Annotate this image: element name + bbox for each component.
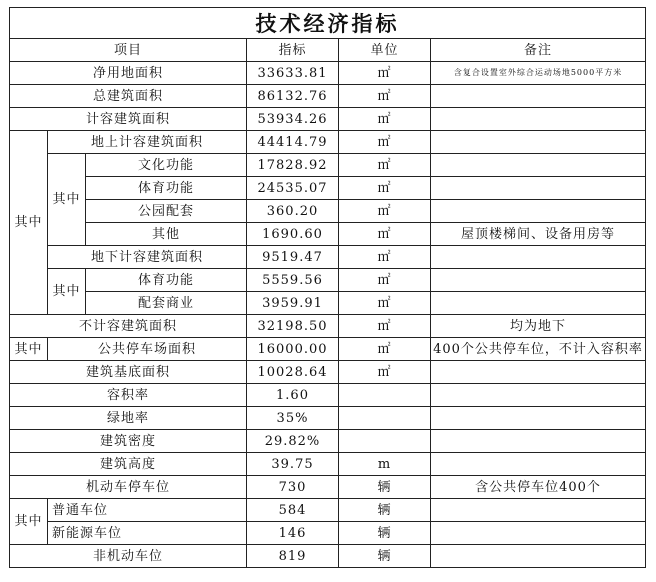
row-unit: ㎡ bbox=[339, 246, 431, 269]
row-note bbox=[431, 177, 646, 200]
row-unit: ㎡ bbox=[339, 200, 431, 223]
row-value: 10028.64 bbox=[247, 361, 339, 384]
row-unit: 辆 bbox=[339, 522, 431, 545]
row-label: 其他 bbox=[86, 223, 247, 246]
row-note bbox=[431, 384, 646, 407]
header-item: 项目 bbox=[10, 39, 247, 62]
row-value: 1690.60 bbox=[247, 223, 339, 246]
row-value: 39.75 bbox=[247, 453, 339, 476]
row-value: 584 bbox=[247, 499, 339, 522]
row-note bbox=[431, 545, 646, 568]
row-value: 24535.07 bbox=[247, 177, 339, 200]
row-label: 体育功能 bbox=[86, 269, 247, 292]
row-note bbox=[431, 407, 646, 430]
table-row bbox=[10, 292, 646, 315]
row-label: 建筑基底面积 bbox=[10, 361, 247, 384]
table-title: 技术经济指标 bbox=[10, 8, 646, 39]
row-unit: 辆 bbox=[339, 545, 431, 568]
row-label: 非机动车位 bbox=[10, 545, 247, 568]
table-row bbox=[10, 269, 646, 292]
table-row bbox=[10, 476, 646, 499]
row-value: 3959.91 bbox=[247, 292, 339, 315]
row-unit: ㎡ bbox=[339, 315, 431, 338]
row-note: 400个公共停车位，不计入容积率 bbox=[431, 338, 646, 361]
row-value: 33633.81 bbox=[247, 62, 339, 85]
tech-econ-table bbox=[9, 7, 646, 568]
table-row bbox=[10, 131, 646, 154]
row-note bbox=[431, 200, 646, 223]
table-row bbox=[10, 338, 646, 361]
row-value: 5559.56 bbox=[247, 269, 339, 292]
table-row bbox=[10, 200, 646, 223]
row-unit: ㎡ bbox=[339, 85, 431, 108]
row-value: 1.60 bbox=[247, 384, 339, 407]
row-note bbox=[431, 499, 646, 522]
row-unit: ㎡ bbox=[339, 177, 431, 200]
row-label: 公共停车场面积 bbox=[48, 338, 247, 361]
row-note bbox=[431, 108, 646, 131]
table-row bbox=[10, 361, 646, 384]
row-note bbox=[431, 131, 646, 154]
row-unit: ㎡ bbox=[339, 131, 431, 154]
row-label: 地下计容建筑面积 bbox=[48, 246, 247, 269]
row-value: 86132.76 bbox=[247, 85, 339, 108]
row-value: 16000.00 bbox=[247, 338, 339, 361]
row-label: 机动车停车位 bbox=[10, 476, 247, 499]
row-value: 35% bbox=[247, 407, 339, 430]
row-value: 53934.26 bbox=[247, 108, 339, 131]
table-row bbox=[10, 407, 646, 430]
row-value: 17828.92 bbox=[247, 154, 339, 177]
row-note: 均为地下 bbox=[431, 315, 646, 338]
header-row bbox=[10, 39, 646, 62]
subgroup-label: 其中 bbox=[48, 154, 86, 246]
row-label: 地上计容建筑面积 bbox=[48, 131, 247, 154]
row-unit: ㎡ bbox=[339, 269, 431, 292]
table-row bbox=[10, 545, 646, 568]
row-label: 建筑密度 bbox=[10, 430, 247, 453]
row-label: 建筑高度 bbox=[10, 453, 247, 476]
row-unit: ㎡ bbox=[339, 338, 431, 361]
row-value: 9519.47 bbox=[247, 246, 339, 269]
row-unit: ㎡ bbox=[339, 154, 431, 177]
row-value: 146 bbox=[247, 522, 339, 545]
row-unit bbox=[339, 407, 431, 430]
group-label: 其中 bbox=[10, 131, 48, 315]
subgroup-label: 其中 bbox=[48, 269, 86, 315]
row-label: 总建筑面积 bbox=[10, 85, 247, 108]
row-note: 含复合设置室外综合运动场地5000平方米 bbox=[431, 62, 646, 85]
header-value: 指标 bbox=[247, 39, 339, 62]
table-row bbox=[10, 453, 646, 476]
row-note bbox=[431, 522, 646, 545]
row-unit: ㎡ bbox=[339, 108, 431, 131]
row-value: 819 bbox=[247, 545, 339, 568]
row-label: 新能源车位 bbox=[48, 522, 247, 545]
row-unit: 辆 bbox=[339, 499, 431, 522]
row-unit: ㎡ bbox=[339, 361, 431, 384]
table-row bbox=[10, 177, 646, 200]
row-note bbox=[431, 453, 646, 476]
row-label: 容积率 bbox=[10, 384, 247, 407]
row-value: 29.82% bbox=[247, 430, 339, 453]
row-unit: 辆 bbox=[339, 476, 431, 499]
row-label: 公园配套 bbox=[86, 200, 247, 223]
row-unit: ㎡ bbox=[339, 292, 431, 315]
table-row bbox=[10, 246, 646, 269]
row-note bbox=[431, 154, 646, 177]
header-unit: 单位 bbox=[339, 39, 431, 62]
row-note bbox=[431, 361, 646, 384]
row-unit bbox=[339, 430, 431, 453]
table-row bbox=[10, 154, 646, 177]
row-value: 360.20 bbox=[247, 200, 339, 223]
table-row bbox=[10, 223, 646, 246]
row-unit: ㎡ bbox=[339, 62, 431, 85]
table-row bbox=[10, 85, 646, 108]
row-note bbox=[431, 85, 646, 108]
row-label: 绿地率 bbox=[10, 407, 247, 430]
row-label: 体育功能 bbox=[86, 177, 247, 200]
row-note: 含公共停车位400个 bbox=[431, 476, 646, 499]
row-note: 屋顶楼梯间、设备用房等 bbox=[431, 223, 646, 246]
group-label: 其中 bbox=[10, 499, 48, 545]
row-label: 配套商业 bbox=[86, 292, 247, 315]
row-value: 32198.50 bbox=[247, 315, 339, 338]
table-row bbox=[10, 108, 646, 131]
row-label: 计容建筑面积 bbox=[10, 108, 247, 131]
row-note bbox=[431, 246, 646, 269]
row-unit bbox=[339, 384, 431, 407]
row-unit: ㎡ bbox=[339, 223, 431, 246]
row-label: 不计容建筑面积 bbox=[10, 315, 247, 338]
table-row bbox=[10, 499, 646, 522]
table-row bbox=[10, 62, 646, 85]
row-unit: m bbox=[339, 453, 431, 476]
row-label: 文化功能 bbox=[86, 154, 247, 177]
table-row bbox=[10, 315, 646, 338]
row-note bbox=[431, 292, 646, 315]
row-value: 730 bbox=[247, 476, 339, 499]
row-value: 44414.79 bbox=[247, 131, 339, 154]
table-row bbox=[10, 522, 646, 545]
row-label: 净用地面积 bbox=[10, 62, 247, 85]
table-row bbox=[10, 430, 646, 453]
row-note bbox=[431, 269, 646, 292]
row-note bbox=[431, 430, 646, 453]
header-note: 备注 bbox=[431, 39, 646, 62]
group-label: 其中 bbox=[10, 338, 48, 361]
row-label: 普通车位 bbox=[48, 499, 247, 522]
table-row bbox=[10, 384, 646, 407]
